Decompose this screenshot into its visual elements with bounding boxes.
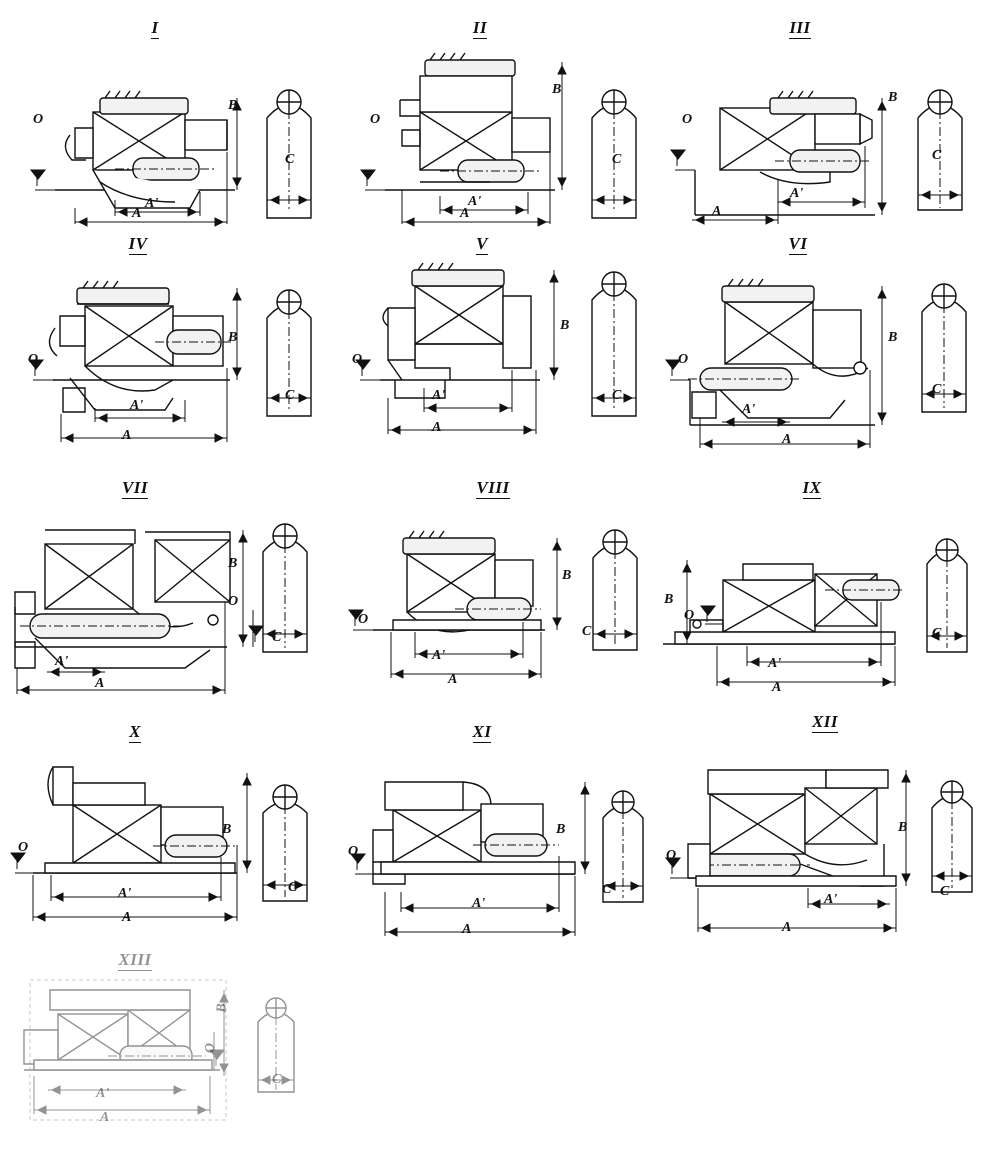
dim-B-XII: B	[898, 820, 908, 835]
dim-A-VII: A	[95, 676, 105, 691]
figure-I	[15, 40, 335, 225]
dim-Aprime-VI: A'	[742, 402, 756, 417]
dim-B-XIII: B	[214, 1003, 230, 1013]
figure-label-XI: XI	[472, 722, 492, 741]
origin-label-XIII: O	[203, 1042, 219, 1054]
dim-C-V: C	[612, 388, 622, 403]
figure-V	[340, 258, 660, 458]
figure-III	[660, 40, 990, 225]
dim-A-XI: A	[462, 922, 472, 937]
dim-A-V: A	[432, 420, 442, 435]
dim-C-II: C	[612, 152, 622, 167]
origin-label-XI: O	[348, 844, 359, 859]
dim-Aprime-V: A'	[432, 388, 446, 403]
figure-XIII	[10, 972, 340, 1142]
dim-C-VIII: C	[582, 624, 592, 639]
dim-Aprime-II: A'	[468, 194, 482, 209]
dim-C-IV: C	[285, 388, 295, 403]
figure-label-VIII: VIII	[476, 478, 510, 497]
dim-C-IX: C	[932, 626, 942, 641]
dim-Aprime-IX: A'	[768, 656, 782, 671]
figure-XII	[660, 736, 1000, 951]
figure-label-VII: VII	[121, 478, 149, 497]
dim-B-V: B	[560, 318, 570, 333]
figure-label-I: I	[151, 18, 159, 37]
figure-IX	[655, 502, 995, 702]
figure-label-III: III	[789, 18, 811, 37]
dim-B-III: B	[888, 90, 898, 105]
dim-C-III: C	[932, 148, 942, 163]
dim-A-VI: A	[782, 432, 792, 447]
dim-Aprime-X: A'	[118, 886, 132, 901]
dim-A-X: A	[122, 910, 132, 925]
figure-VIII	[345, 502, 665, 702]
figure-label-XIII: XIII	[118, 950, 152, 969]
origin-label-II: O	[370, 112, 381, 127]
dim-Aprime-IV: A'	[130, 398, 144, 413]
dim-A-XIII: A	[100, 1110, 110, 1125]
figure-label-X: X	[129, 722, 141, 741]
figure-VI	[660, 260, 990, 465]
dim-A-I: A	[132, 206, 142, 221]
dim-Aprime-XII: A'	[824, 892, 838, 907]
origin-label-IV: O	[28, 352, 39, 367]
figure-label-XII: XII	[811, 712, 839, 731]
dim-B-IX: B	[664, 592, 674, 607]
dim-Aprime-VII: A'	[55, 654, 69, 669]
dim-A-IX: A	[772, 680, 782, 695]
dim-B-X: B	[222, 822, 232, 837]
figure-label-IV: IV	[128, 234, 148, 253]
figure-label-VI: VI	[788, 234, 808, 253]
dim-C-VII: C	[272, 630, 282, 645]
dim-C-VI: C	[932, 382, 942, 397]
figure-II	[340, 40, 660, 225]
origin-label-III: O	[682, 112, 693, 127]
dim-A-III: A	[712, 204, 722, 219]
origin-label-VII: O	[228, 594, 239, 609]
origin-label-X: O	[18, 840, 29, 855]
figure-label-IX: IX	[802, 478, 822, 497]
dim-A-II: A	[460, 206, 470, 221]
origin-label-VI: O	[678, 352, 689, 367]
figure-VII	[5, 502, 335, 707]
dim-B-VII: B	[228, 556, 238, 571]
figure-XI	[345, 752, 665, 962]
figure-X	[15, 745, 335, 950]
origin-label-V: O	[352, 352, 363, 367]
origin-label-XII: O	[666, 848, 677, 863]
dim-Aprime-III: A'	[790, 186, 804, 201]
dim-Aprime-XIII: A'	[96, 1086, 110, 1101]
origin-label-IX: O	[684, 608, 695, 623]
dim-Aprime-VIII: A'	[432, 648, 446, 663]
dim-B-XI: B	[556, 822, 566, 837]
dim-A-XII: A	[782, 920, 792, 935]
dim-B-II: B	[552, 82, 562, 97]
dim-Aprime-XI: A'	[472, 896, 486, 911]
dim-B-I: B	[228, 98, 238, 113]
dim-A-IV: A	[122, 428, 132, 443]
dim-C-I: C	[285, 152, 295, 167]
figure-IV	[15, 258, 335, 458]
dim-C-XII: C	[940, 884, 950, 899]
dim-C-X: C	[288, 880, 298, 895]
dim-C-XI: C	[602, 882, 612, 897]
dim-A-VIII: A	[448, 672, 458, 687]
origin-label-I: O	[33, 112, 44, 127]
dim-B-VI: B	[888, 330, 898, 345]
origin-label-VIII: O	[358, 612, 369, 627]
dim-B-IV: B	[228, 330, 238, 345]
figure-label-II: II	[472, 18, 488, 37]
dim-B-VIII: B	[562, 568, 572, 583]
dim-C-XIII: C	[272, 1072, 282, 1087]
dim-Aprime-I: A'	[145, 196, 159, 211]
figure-label-V: V	[476, 234, 488, 253]
